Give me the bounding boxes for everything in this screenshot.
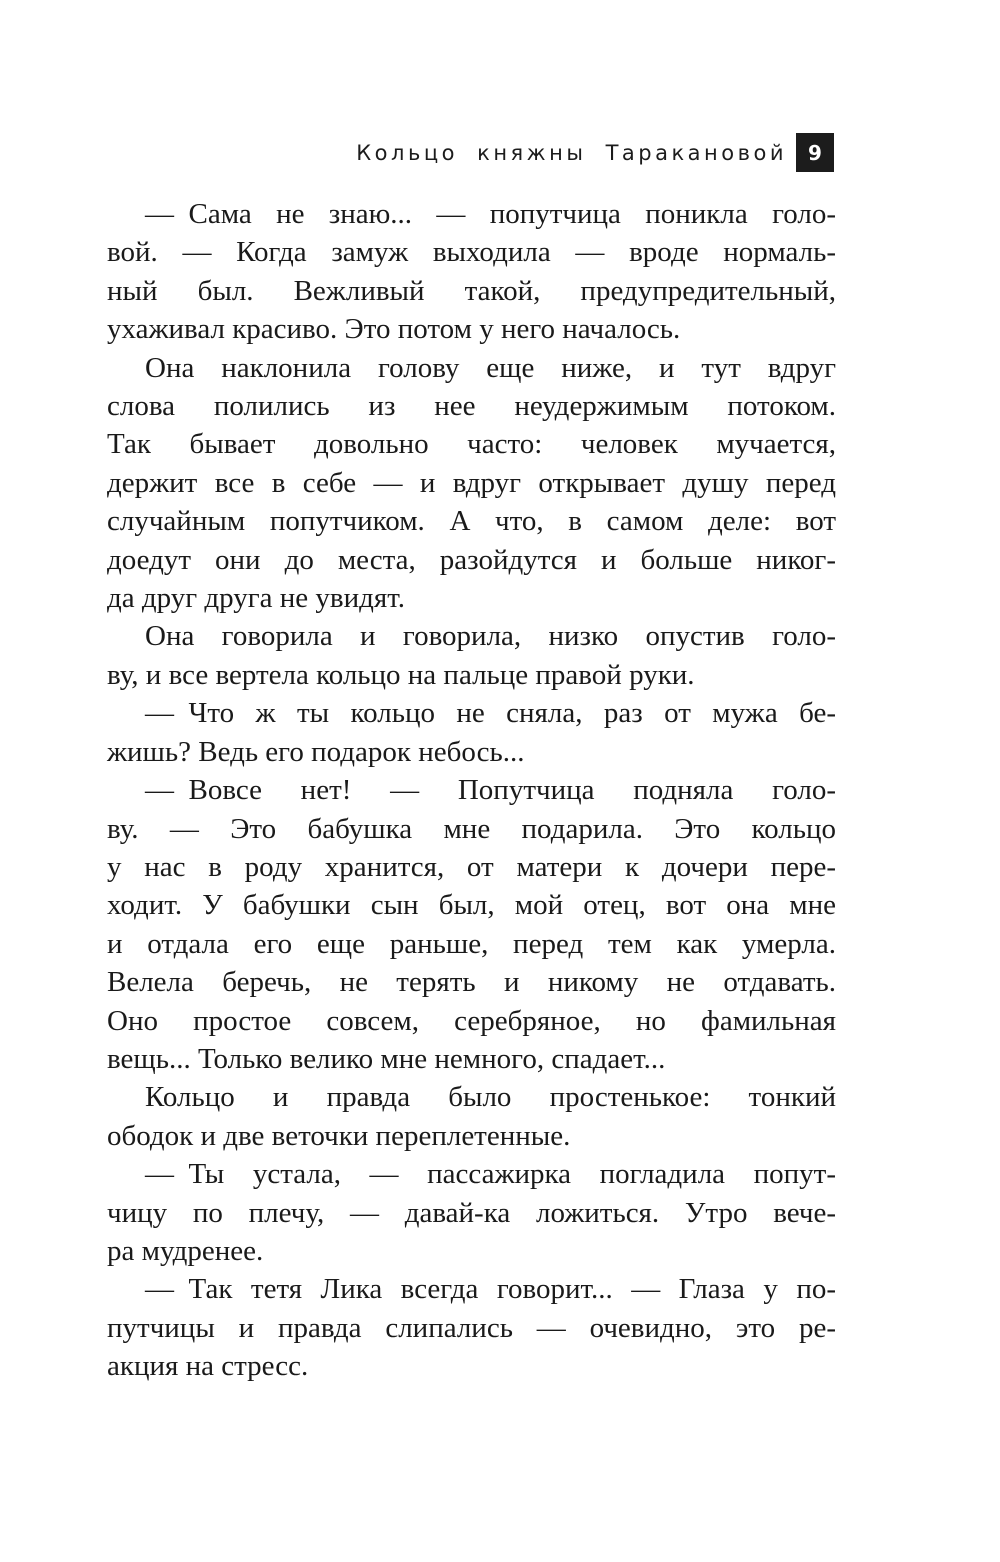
running-head xyxy=(356,133,834,172)
paragraph xyxy=(107,1270,836,1385)
text-line: — Так тетя Лика всегда говорит... — Глаза у по- xyxy=(145,1273,836,1306)
text-line: слова полились из нее неудержимым потоком. xyxy=(107,390,836,423)
paragraph xyxy=(107,771,836,1078)
text-line: Кольцо и правда было простенькое: тонкий xyxy=(145,1081,836,1114)
text-line: чицу по плечу, — давай-ка ложиться. Утро вече- xyxy=(107,1196,836,1229)
text-line: ный был. Вежливый такой, предупредительный, xyxy=(107,274,836,307)
paragraph xyxy=(107,195,836,349)
text-line: случайным попутчиком. А что, в самом деле: вот xyxy=(107,505,836,538)
text-line: Она наклонила голову еще ниже, и тут вдруг xyxy=(145,351,836,384)
text-line: да друг друга не увидят. xyxy=(107,582,405,615)
text-line: ву. — Это бабушка мне подарила. Это кольцо xyxy=(107,812,836,845)
text-line: ву, и все вертела кольцо на пальце правой руки. xyxy=(107,658,695,691)
paragraph xyxy=(107,1078,836,1155)
text-line: и отдала его еще раньше, перед тем как умерла. xyxy=(107,927,836,960)
text-line: путчицы и правда слипались — очевидно, это ре- xyxy=(107,1311,836,1344)
text-line: жишь? Ведь его подарок небось... xyxy=(107,735,525,768)
text-line: Она говорила и говорила, низко опустив голо- xyxy=(145,620,836,653)
text-line: держит все в себе — и вдруг открывает душу перед xyxy=(107,466,836,499)
text-line: вой. — Когда замуж выходила — вроде нормаль- xyxy=(107,236,836,269)
text-line: — Сама не знаю... — попутчица поникла голо- xyxy=(145,198,836,230)
running-title: Кольцо княжны Таракановой xyxy=(356,140,787,165)
text-line: ухаживал красиво. Это потом у него началось. xyxy=(107,313,681,346)
paragraph xyxy=(107,617,836,694)
paragraph xyxy=(107,349,836,618)
text-line: ободок и две веточки переплетенные. xyxy=(107,1119,571,1152)
text-line: — Вовсе нет! — Попутчица подняла голо- xyxy=(145,774,836,807)
text-line: вещь... Только велико мне немного, спадает... xyxy=(107,1042,666,1075)
text-line: Так бывает довольно часто: человек мучается, xyxy=(107,428,836,461)
text-line: — Ты устала, — пассажирка погладила попут- xyxy=(145,1158,836,1191)
text-line: Оно простое совсем, серебряное, но фамильная xyxy=(107,1004,836,1037)
page-number-box xyxy=(796,133,834,172)
page-number: 9 xyxy=(808,140,822,165)
text-line: ходит. У бабушки сын был, мой отец, вот она мне xyxy=(107,889,836,922)
text-line: у нас в роду хранится, от матери к дочери пере- xyxy=(107,850,836,883)
page-text xyxy=(107,195,836,1386)
paragraph xyxy=(107,1155,836,1270)
text-line: — Что ж ты кольцо не сняла, раз от мужа бе- xyxy=(145,697,836,730)
text-line: ра мудренее. xyxy=(107,1234,264,1267)
paragraph xyxy=(107,694,836,771)
text-line: акция на стресс. xyxy=(107,1350,309,1383)
text-line: Велела беречь, не терять и никому не отдавать. xyxy=(107,966,836,999)
text-line: доедут они до места, разойдутся и больше никог- xyxy=(107,543,836,576)
